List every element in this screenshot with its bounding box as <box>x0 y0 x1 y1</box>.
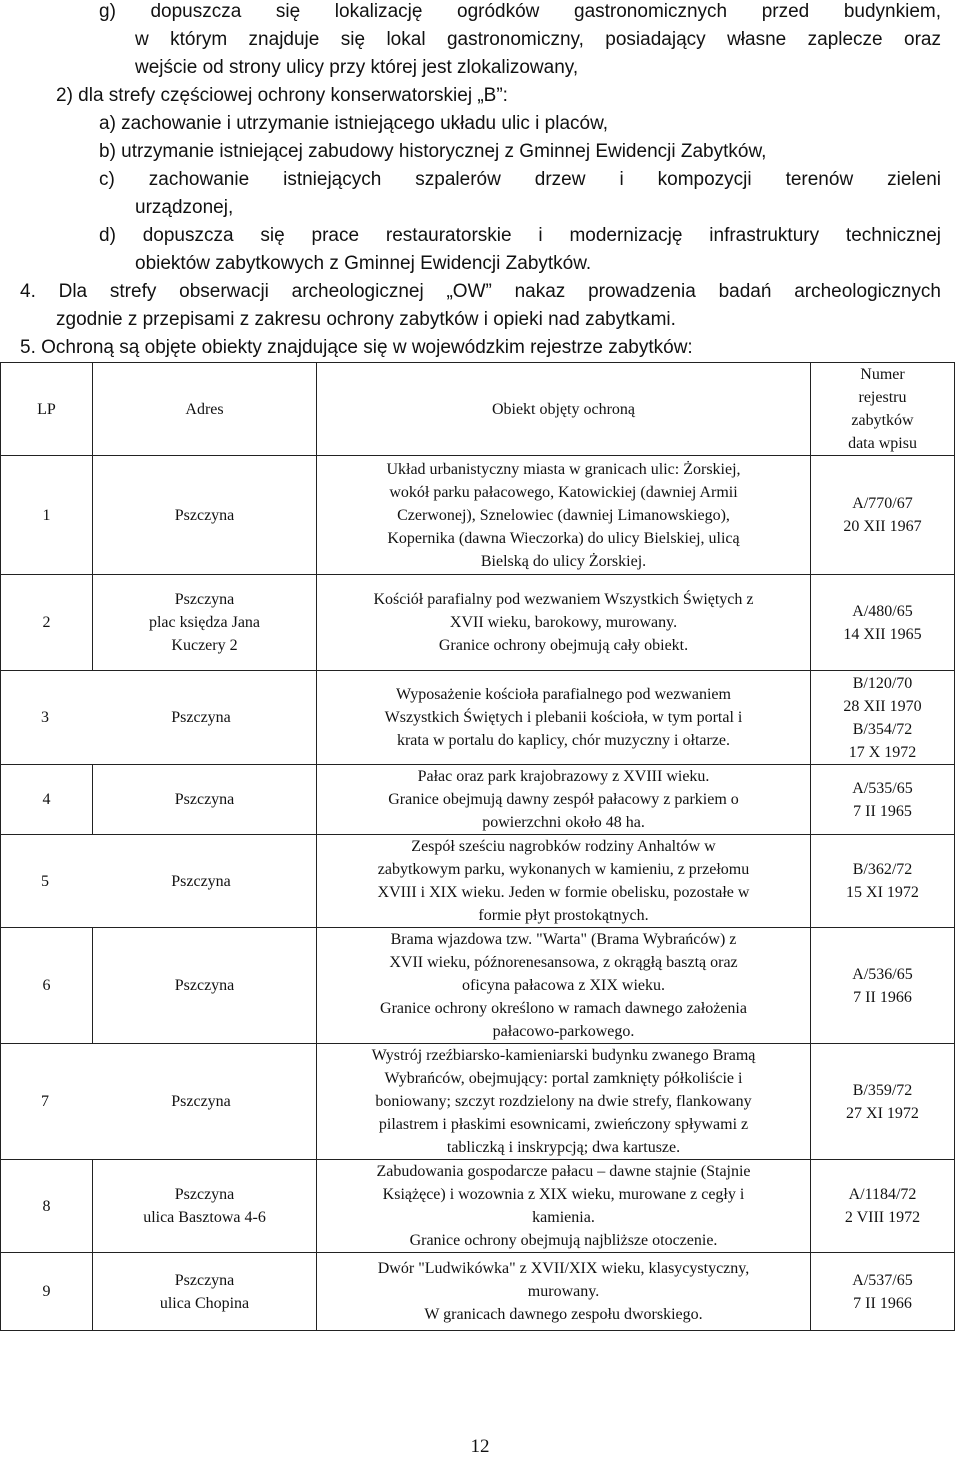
address-line: Kuczery 2 <box>171 637 238 654</box>
object-description-line: Pałac oraz park krajobrazowy z XVIII wieku. <box>417 768 710 785</box>
address-line: Pszczyna <box>174 791 235 808</box>
object-description-line: Kopernika (dawna Wieczorka) do ulicy Bielskiej, ulicą <box>387 529 740 547</box>
section-2-heading: 2) dla strefy częściowej ochrony konserwatorskiej „B”: <box>56 85 508 106</box>
protected-object-cell <box>317 1253 811 1331</box>
register-number-cell <box>811 575 955 671</box>
table-row <box>1 765 955 835</box>
object-description-line: Układ urbanistyczny miasta w granicach ulic: Żorskiej, <box>386 460 741 478</box>
object-description-line: boniowany; szczyt rozdzielony na dwie strefy, flankowany <box>375 1093 752 1110</box>
address-value: Pszczyna <box>171 1093 231 1110</box>
object-description-line: Granice ochrony obejmują cały obiekt. <box>438 637 689 654</box>
section-2-item-d-line-2: obiektów zabytkowych z Gminnej Ewidencji Zabytków. <box>135 253 592 274</box>
lp-cell: 1 <box>1 456 93 575</box>
register-number-line: B/120/70 <box>852 674 913 692</box>
header-register-number <box>811 363 955 456</box>
lp-cell: 2 <box>1 575 93 671</box>
object-description-line: Czerwonej), Sznelowiec (dawniej Limanowskiego), <box>397 506 730 524</box>
object-description-line: XVII wieku, barokowy, murowany. <box>449 614 678 631</box>
protected-object-cell <box>317 456 811 575</box>
object-description-line: Wybrańców, obejmujący: portal zamknięty półkoliście i <box>384 1070 743 1087</box>
register-number-line: A/535/65 <box>852 779 913 797</box>
section-2-item-c-line-1: c) zachowanie istniejących szpalerów drzew i kompozycji terenów zieleni <box>99 169 941 190</box>
paragraph-g-line-2: w którym znajduje się lokal gastronomiczny, posiadający własne zaplecze oraz <box>135 29 941 50</box>
object-description-line: Dwór "Ludwikówka" z XVII/XIX wieku, klasycystyczny, <box>377 1260 750 1277</box>
object-description-line: pilastrem i płaskimi esownicami, zwieńczony spływami z <box>378 1116 749 1133</box>
register-number-line: A/770/67 <box>852 495 913 512</box>
object-description-line: XVII wieku, późnorenesansowa, z okrągłą basztą oraz <box>389 954 738 971</box>
register-number-line: 28 XII 1970 <box>843 697 922 715</box>
register-number-line: B/354/72 <box>852 720 913 738</box>
object-description-line: powierzchni około 48 ha. <box>482 814 645 831</box>
table-row <box>1 928 955 1044</box>
address-line: ulica Basztowa 4-6 <box>143 1209 266 1226</box>
object-description-line: Zespół sześciu nagrobków rodziny Anhaltów w <box>411 838 716 855</box>
object-description-line: W granicach dawnego zespołu dworskiego. <box>424 1306 703 1323</box>
object-description-line: Książęce) i wozownia z XIX wieku, murowane z cegły i <box>382 1186 745 1203</box>
register-number-line: 2 VIII 1972 <box>844 1209 921 1226</box>
register-number-line: 20 XII 1967 <box>843 518 922 535</box>
register-number-cell <box>811 765 955 835</box>
table-row <box>1 1044 955 1160</box>
object-description-line: Bielską do ulicy Żorskiej. <box>480 552 647 570</box>
address-cell <box>93 928 317 1044</box>
address-line: Pszczyna <box>174 1186 235 1203</box>
section-2-item-b: b) utrzymanie istniejącej zabudowy historycznej z Gminnej Ewidencji Zabytków, <box>99 141 767 162</box>
header-register-number-line: data wpisu <box>848 435 917 452</box>
address-cell <box>93 1160 317 1253</box>
header-lp: LP <box>1 363 93 456</box>
object-description-line: Kościół parafialny pod wezwaniem Wszystkich Świętych z <box>373 591 754 608</box>
address-cell <box>93 456 317 575</box>
address-cell <box>93 575 317 671</box>
table-row <box>1 575 955 671</box>
register-number-cell <box>811 671 955 765</box>
lp-cell: 8 <box>1 1160 93 1253</box>
address-line: ulica Chopina <box>159 1294 250 1312</box>
lp-cell: 4 <box>1 765 93 835</box>
protected-object-cell <box>317 765 811 835</box>
register-number-cell <box>811 456 955 575</box>
table-row <box>1 1253 955 1331</box>
lp-address-cell <box>1 835 317 928</box>
address-line: Pszczyna <box>174 1271 235 1289</box>
object-description-line: Brama wjazdowa tzw. "Warta" (Brama Wybrańców) z <box>390 931 737 948</box>
address-line: Pszczyna <box>174 591 235 608</box>
register-number-cell <box>811 1253 955 1331</box>
section-5-intro: 5. Ochroną są objęte obiekty znajdujące się w wojewódzkim rejestrze zabytków: <box>20 337 693 358</box>
table-row <box>1 1160 955 1253</box>
object-description-line: krata w portalu do kaplicy, chór muzyczny i ołtarze. <box>396 732 731 749</box>
lp-value: 5 <box>41 872 49 890</box>
monuments-register-table <box>0 362 955 1331</box>
lp-value: 3 <box>41 709 49 726</box>
section-2-item-a: a) zachowanie i utrzymanie istniejącego układu ulic i placów, <box>99 113 609 134</box>
address-value: Pszczyna <box>171 872 231 890</box>
address-line: Pszczyna <box>174 977 235 994</box>
lp-address-cell <box>1 671 317 765</box>
object-description-line: murowany. <box>527 1283 600 1300</box>
register-number-cell <box>811 928 955 1044</box>
register-number-line: 7 II 1965 <box>853 802 912 820</box>
header-address: Adres <box>93 363 317 456</box>
protected-object-cell <box>317 1160 811 1253</box>
object-description-line: Granice ochrony określono w ramach dawnego założenia <box>380 1000 747 1017</box>
object-description-line: Wszystkich Świętych i plebanii kościoła, w tym portal i <box>384 709 743 726</box>
protected-object-cell <box>317 671 811 765</box>
register-number-cell <box>811 1044 955 1160</box>
table-row <box>1 671 955 765</box>
register-number-line: 7 II 1966 <box>853 988 912 1006</box>
register-number-line: A/1184/72 <box>848 1186 917 1203</box>
object-description-line: Wystrój rzeźbiarsko-kamieniarski budynku zwanego Bramą <box>371 1047 756 1064</box>
object-description-line: XVIII i XIX wieku. Jeden w formie obelisku, pozostałe w <box>377 884 750 901</box>
address-value: Pszczyna <box>171 709 231 726</box>
register-number-line: 27 XI 1972 <box>846 1104 919 1122</box>
section-4-line-2: zgodnie z przepisami z zakresu ochrony zabytków i opieki nad zabytkami. <box>56 309 676 330</box>
register-number-cell <box>811 835 955 928</box>
header-protected-object: Obiekt objęty ochroną <box>317 363 811 456</box>
lp-cell: 9 <box>1 1253 93 1331</box>
protected-object-cell <box>317 928 811 1044</box>
register-number-line: 7 II 1966 <box>853 1294 912 1312</box>
protected-object-cell <box>317 575 811 671</box>
table-row <box>1 835 955 928</box>
section-4-line-1: 4. Dla strefy obserwacji archeologicznej „OW” nakaz prowadzenia badań archeologicznych <box>20 281 941 302</box>
section-2-item-d-line-1: d) dopuszcza się prace restauratorskie i modernizację infrastruktury technicznej <box>99 225 941 246</box>
object-description-line: zabytkowym parku, wykonanych w kamieniu, z przełomu <box>377 861 750 878</box>
section-2-item-c-line-2: urządzonej, <box>135 197 234 218</box>
register-number-line: A/536/65 <box>852 965 913 983</box>
object-description-line: Wyposażenie kościoła parafialnego pod wezwaniem <box>396 686 731 703</box>
protected-object-cell <box>317 835 811 928</box>
object-description-line: tabliczką i inskrypcją; dwa kartusze. <box>446 1139 681 1156</box>
register-number-line: B/362/72 <box>852 861 913 878</box>
paragraph-g-line-1: g) dopuszcza się lokalizację ogródków gastronomicznych przed budynkiem, <box>99 1 941 22</box>
table-header-row <box>1 363 955 456</box>
register-number-line: A/537/65 <box>852 1271 913 1289</box>
lp-cell: 6 <box>1 928 93 1044</box>
object-description-line: wokół parku pałacowego, Katowickiej (dawniej Armii <box>389 483 738 501</box>
page-number: 12 <box>470 1436 490 1457</box>
object-description-line: Granice obejmują dawny zespół pałacowy z parkiem o <box>388 791 739 808</box>
object-description-line: Granice ochrony obejmują najbliższe otoczenie. <box>409 1232 718 1249</box>
register-number-line: 17 X 1972 <box>848 743 917 761</box>
register-number-line: 14 XII 1965 <box>843 625 922 643</box>
register-number-line: B/359/72 <box>852 1081 913 1099</box>
address-cell <box>93 765 317 835</box>
address-line: Pszczyna <box>174 506 235 524</box>
register-number-cell <box>811 1160 955 1253</box>
table-row <box>1 456 955 575</box>
protected-object-cell <box>317 1044 811 1160</box>
header-register-number-line: Numer <box>860 366 905 383</box>
register-number-line: A/480/65 <box>852 602 913 620</box>
header-register-number-line: rejestru <box>858 389 907 406</box>
address-cell <box>93 1253 317 1331</box>
lp-value: 7 <box>41 1093 49 1110</box>
object-description-line: kamienia. <box>532 1209 595 1226</box>
paragraph-g-line-3: wejście od strony ulicy przy której jest zlokalizowany, <box>135 57 579 78</box>
object-description-line: Zabudowania gospodarcze pałacu – dawne stajnie (Stajnie <box>376 1163 751 1180</box>
register-number-line: 15 XI 1972 <box>846 884 919 901</box>
header-register-number-line: zabytków <box>851 412 914 429</box>
object-description-line: pałacowo-parkowego. <box>492 1023 635 1040</box>
lp-address-cell <box>1 1044 317 1160</box>
address-line: plac księdza Jana <box>148 614 261 631</box>
object-description-line: oficyna pałacowa z XIX wieku. <box>461 977 666 994</box>
object-description-line: formie płyt prostokątnych. <box>478 907 649 924</box>
